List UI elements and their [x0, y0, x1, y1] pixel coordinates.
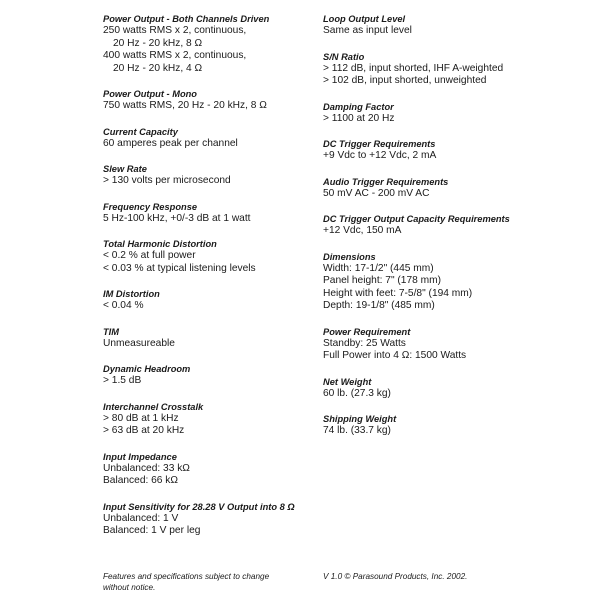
- spec-section: [103, 451, 303, 488]
- spec-title: Net Weight: [323, 376, 372, 387]
- spec-value: Width: 17-1/2" (445 mm): [323, 262, 434, 274]
- footer-disclaimer-line: without notice.: [103, 583, 156, 592]
- spec-section: [103, 288, 303, 313]
- spec-value: 250 watts RMS x 2, continuous,: [103, 25, 247, 36]
- spec-title: Slew Rate: [103, 164, 147, 174]
- spec-value: 60 amperes peak per channel: [103, 137, 238, 149]
- spec-value: Balanced: 66 kΩ: [103, 475, 179, 486]
- spec-section: [103, 238, 303, 275]
- spec-section: [323, 213, 568, 238]
- spec-title: Damping Factor: [323, 101, 394, 112]
- spec-section: [323, 51, 568, 88]
- spec-title: Dimensions: [323, 251, 376, 262]
- spec-section: [323, 13, 568, 38]
- spec-title: S/N Ratio: [323, 51, 365, 62]
- left-spec-column: [103, 13, 303, 538]
- spec-value: +12 Vdc, 150 mA: [323, 225, 402, 236]
- spec-section: [103, 201, 303, 226]
- spec-title: TIM: [103, 326, 120, 337]
- spec-value: 400 watts RMS x 2, continuous,: [103, 50, 247, 61]
- spec-title: Power Output - Both Channels Driven: [103, 14, 270, 24]
- spec-value: Unbalanced: 1 V: [103, 512, 179, 524]
- spec-title: Loop Output Level: [323, 14, 406, 24]
- spec-section: [323, 101, 568, 126]
- spec-value: > 80 dB at 1 kHz: [103, 412, 179, 424]
- right-spec-column: [323, 13, 568, 438]
- spec-value: 5 Hz-100 kHz, +0/-3 dB at 1 watt: [103, 212, 251, 224]
- spec-value: 750 watts RMS, 20 Hz - 20 kHz, 8 Ω: [103, 100, 267, 111]
- footer-version: V 1.0 © Parasound Products, Inc. 2002.: [323, 572, 468, 581]
- spec-section: [323, 376, 568, 401]
- spec-value: Panel height: 7" (178 mm): [323, 275, 442, 286]
- spec-title: Dynamic Headroom: [103, 364, 191, 374]
- spec-value: > 1100 at 20 Hz: [323, 112, 395, 124]
- spec-title: Interchannel Crosstalk: [103, 401, 204, 412]
- spec-value: > 63 dB at 20 kHz: [103, 425, 185, 436]
- spec-section: [103, 126, 303, 151]
- spec-section: [103, 363, 303, 388]
- spec-title: DC Trigger Requirements: [323, 139, 436, 149]
- spec-value: < 0.03 % at typical listening levels: [103, 262, 256, 274]
- spec-value: > 102 dB, input shorted, unweighted: [323, 75, 487, 86]
- spec-value: +9 Vdc to +12 Vdc, 2 mA: [323, 150, 437, 161]
- spec-section: [323, 176, 568, 201]
- spec-value: < 0.04 %: [103, 300, 144, 311]
- spec-title: Power Output - Mono: [103, 89, 197, 99]
- spec-value: Height with feet: 7-5/8" (194 mm): [323, 287, 473, 299]
- spec-value: > 1.5 dB: [103, 375, 142, 386]
- spec-value: Standby: 25 Watts: [323, 337, 406, 349]
- spec-section: [103, 13, 303, 75]
- spec-value: Unbalanced: 33 kΩ: [103, 462, 190, 474]
- spec-title: Input Impedance: [103, 451, 177, 462]
- spec-value: 50 mV AC - 200 mV AC: [323, 187, 430, 199]
- spec-value: Depth: 19-1/8" (485 mm): [323, 300, 435, 311]
- spec-title: Input Sensitivity for 28.28 V Output into 8 Ω: [103, 501, 295, 512]
- footer-disclaimer: [103, 571, 303, 593]
- spec-section: [103, 326, 303, 351]
- spec-value: 60 lb. (27.3 kg): [323, 387, 391, 399]
- spec-title: Frequency Response: [103, 201, 198, 212]
- spec-section: [103, 501, 303, 538]
- footer-disclaimer-line: Features and specifications subject to change: [103, 572, 270, 581]
- spec-title: Shipping Weight: [323, 414, 397, 424]
- spec-title: DC Trigger Output Capacity Requirements: [323, 214, 510, 224]
- spec-value: Balanced: 1 V per leg: [103, 525, 201, 536]
- spec-title: Power Requirement: [323, 326, 411, 337]
- spec-title: Total Harmonic Distortion: [103, 239, 217, 249]
- spec-section: [103, 401, 303, 438]
- spec-value: 20 Hz - 20 kHz, 8 Ω: [113, 37, 203, 49]
- spec-section: [323, 138, 568, 163]
- spec-section: [103, 163, 303, 188]
- spec-title: Audio Trigger Requirements: [323, 176, 449, 187]
- spec-section: [323, 326, 568, 363]
- spec-title: Current Capacity: [103, 126, 178, 137]
- spec-value: Full Power into 4 Ω: 1500 Watts: [323, 350, 467, 361]
- spec-section: [323, 251, 568, 313]
- spec-value: > 130 volts per microsecond: [103, 175, 231, 186]
- spec-value: Unmeasureable: [103, 337, 175, 349]
- spec-section: [323, 413, 568, 438]
- spec-section: [103, 88, 303, 113]
- spec-value: < 0.2 % at full power: [103, 250, 196, 261]
- spec-value: Same as input level: [323, 25, 412, 36]
- spec-title: IM Distortion: [103, 289, 160, 299]
- spec-value: > 112 dB, input shorted, IHF A-weighted: [323, 62, 504, 74]
- spec-value: 74 lb. (33.7 kg): [323, 425, 391, 436]
- spec-value: 20 Hz - 20 kHz, 4 Ω: [113, 62, 203, 74]
